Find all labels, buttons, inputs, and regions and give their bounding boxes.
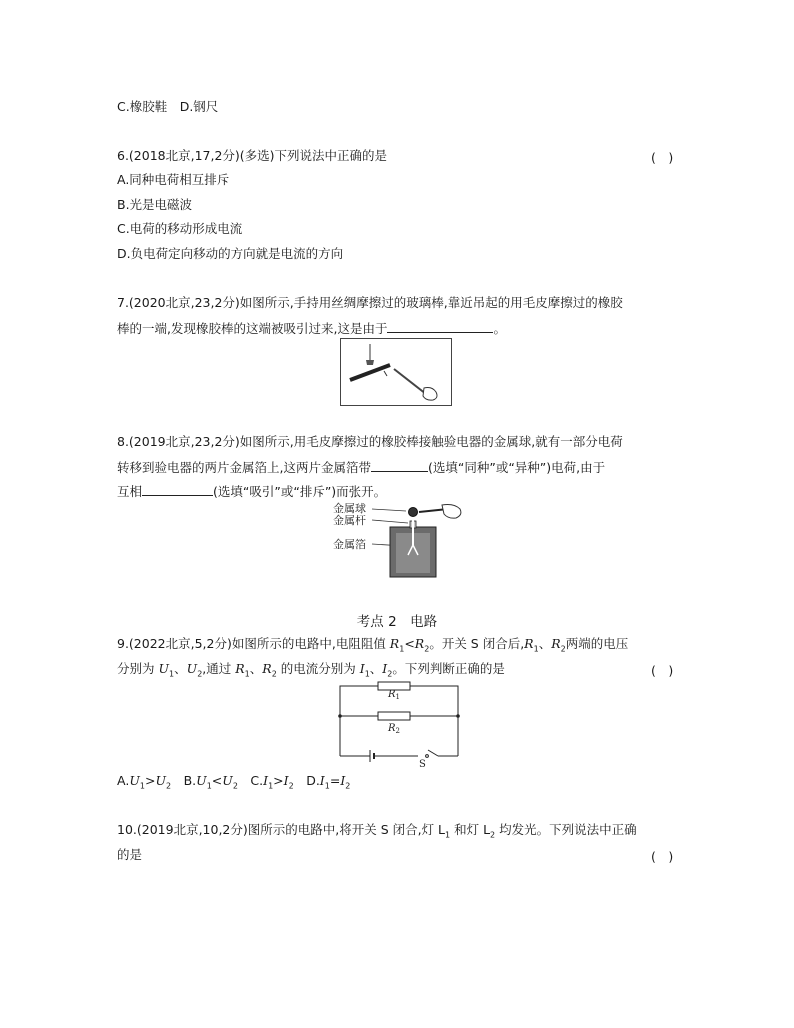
q9-wire-top-right — [410, 686, 458, 716]
q9-opt-a-op: > — [144, 773, 156, 788]
q8-blank-1[interactable] — [371, 459, 428, 472]
q8-line3b: (选填“吸引”或“排斥”)而张开。 — [213, 484, 387, 499]
q10-line1 — [117, 822, 637, 844]
q9-r2: R — [414, 636, 425, 651]
q9-i1: I — [359, 661, 365, 676]
q10-l1-sub: 1 — [445, 830, 451, 840]
q9-opt-c-s2: 2 — [288, 781, 294, 791]
q9-opt-a-s: 1 — [139, 781, 145, 791]
q7-holder — [366, 360, 374, 365]
q5-options: C.橡胶鞋 D.钢尺 — [117, 99, 219, 114]
q9-opt-b-v2: U — [222, 773, 233, 788]
q9-lt: < — [404, 636, 415, 651]
q9-fig-r2-letter: R — [388, 723, 396, 734]
q10-line1c: 均发光。下列说法中正确 — [495, 822, 637, 837]
q9-opt-b-s: 1 — [206, 781, 212, 791]
q9-line2d: 。下列判断正确的是 — [392, 661, 505, 676]
q6-option-d: D.负电荷定向移动的方向就是电流的方向 — [117, 246, 344, 261]
q8-line1: 8.(2019北京,23,2分)如图所示,用毛皮摩擦过的橡胶棒接触验电器的金属球,就有一部分电荷 — [117, 434, 623, 449]
q7-line1: 7.(2020北京,23,2分)如图所示,手持用丝绸摩擦过的玻璃棒,靠近吊起的用毛皮摩擦过的橡胶 — [117, 295, 623, 310]
q7-rubber-rod — [350, 365, 390, 380]
q8-line2a: 转移到验电器的两片金属箔上,这两片金属箔带 — [117, 460, 371, 475]
q9-u2-sub: 2 — [197, 669, 203, 679]
q9-i1-sub: 1 — [364, 669, 370, 679]
q10-line2: 的是 — [117, 847, 143, 862]
q8-line3 — [117, 483, 386, 500]
q9-opt-c-v: I — [263, 773, 269, 788]
q9-i2-sub: 2 — [387, 669, 393, 679]
q9-opt-d-op: = — [329, 773, 341, 788]
q8-label-rod: 金属杆 — [333, 514, 366, 527]
q6-option-c: C.电荷的移动形成电流 — [117, 221, 243, 236]
q9-fig-r1-letter: R — [388, 689, 396, 700]
q6-answer-paren: ( ) — [651, 150, 674, 165]
q9-u2: U — [186, 661, 198, 676]
q7-line2 — [117, 320, 506, 337]
q8-line2 — [117, 459, 605, 476]
q8-line3a: 互相 — [117, 484, 143, 499]
q8-metal-ball — [409, 508, 418, 517]
q9-r1c-sub: 1 — [244, 669, 250, 679]
q9-opt-a-s2: 2 — [165, 781, 172, 791]
q9-r1b-sub: 1 — [533, 644, 539, 654]
q7-arrow — [384, 371, 387, 376]
q10-line1b: 和灯 L — [450, 822, 491, 837]
q7-answer-blank[interactable] — [387, 320, 493, 333]
q9-fig-switch-label: S — [419, 759, 426, 770]
q9-opt-c-v2: I — [283, 773, 289, 788]
q9-wire-top-left — [340, 686, 378, 716]
q8-leader-ball — [372, 509, 406, 511]
q9-answer-paren: ( ) — [651, 663, 674, 678]
q9-u1-sub: 1 — [169, 669, 175, 679]
q9-opt-b-v: U — [196, 773, 207, 788]
q9-opt-a-v: U — [129, 773, 140, 788]
q9-opt-d-v2: I — [340, 773, 346, 788]
q9-resistor-r2 — [378, 712, 410, 720]
q8-electroscope-figure — [330, 501, 466, 581]
q9-r1: R — [389, 636, 400, 651]
q9-switch-contact — [426, 755, 429, 758]
q9-line1c: 两端的电压 — [565, 636, 629, 651]
q8-leader-rod — [372, 520, 408, 523]
q9-opt-d-s: 1 — [324, 781, 330, 791]
q9-opt-d-s2: 2 — [345, 781, 351, 791]
q7-figure — [340, 338, 452, 406]
section-heading: 考点 2 电路 — [356, 614, 438, 630]
q9-r1-sub: 1 — [399, 644, 405, 654]
q9-u1: U — [158, 661, 170, 676]
q9-opt-a-v2: U — [155, 773, 166, 788]
q9-opt-c-s: 1 — [268, 781, 274, 791]
q9-line1 — [117, 636, 628, 658]
q9-r1c: R — [235, 661, 245, 676]
q9-sep1: 、 — [538, 636, 552, 651]
q7-glass-rod — [394, 369, 426, 394]
q9-sep2: 、 — [174, 661, 187, 676]
q8-blank-2[interactable] — [142, 483, 213, 496]
q6-option-b: B.光是电磁波 — [117, 197, 193, 212]
q6-stem: 6.(2018北京,17,2分)(多选)下列说法中正确的是 — [117, 148, 388, 163]
q9-sep3: 、 — [249, 661, 263, 676]
q9-line2a: 分别为 — [117, 661, 159, 676]
q9-opt-d-letter: D. — [293, 773, 320, 788]
q9-junction-left — [338, 714, 342, 718]
q10-answer-paren: ( ) — [651, 849, 674, 864]
q9-line2c: 的电流分别为 — [276, 661, 360, 676]
q9-opt-a-letter: A. — [117, 773, 130, 788]
q8-line2b: (选填“同种”或“异种”)电荷,由于 — [427, 460, 606, 475]
q9-fig-r1-sub: 1 — [395, 693, 400, 701]
q6-option-a: A.同种电荷相互排斥 — [117, 172, 230, 187]
q9-junction-right — [456, 714, 460, 718]
q9-line1a: 9.(2022北京,5,2分)如图所示的电路中,电阻阻值 — [117, 636, 390, 651]
q8-label-foil: 金属箔 — [333, 538, 366, 551]
q9-r2c-sub: 2 — [271, 669, 277, 679]
q8-label-ball: 金属球 — [333, 502, 366, 515]
q9-opt-c-op: > — [273, 773, 284, 788]
q8-hand — [442, 505, 461, 519]
q9-opt-b-letter: B. — [171, 773, 197, 788]
q9-r2b: R — [551, 636, 561, 651]
q7-line2-text: 棒的一端,发现橡胶棒的这端被吸引过来,这是由于 — [117, 321, 388, 336]
q9-line2b: ,通过 — [202, 661, 236, 676]
q9-options — [117, 773, 350, 795]
q10-l2-sub: 2 — [490, 830, 496, 840]
q9-opt-b-op: < — [211, 773, 223, 788]
q9-r2c: R — [262, 661, 272, 676]
q9-r1b: R — [524, 636, 534, 651]
q9-opt-d-v: I — [319, 773, 325, 788]
q9-circuit-figure — [330, 678, 464, 770]
q9-switch-blade — [428, 750, 438, 756]
q9-fig-r2-label — [387, 723, 400, 735]
q9-fig-r1-label — [387, 689, 400, 701]
q9-fig-r2-sub: 2 — [395, 727, 400, 735]
q9-opt-c-letter: C. — [237, 773, 264, 788]
q9-sep4: 、 — [369, 661, 383, 676]
q9-i2: I — [382, 661, 388, 676]
q9-r2-sub: 2 — [424, 644, 430, 654]
q10-line1a: 10.(2019北京,10,2分)图所示的电路中,将开关 S 闭合,灯 L — [117, 822, 446, 837]
q9-line1b: 。开关 S 闭合后, — [429, 636, 525, 651]
q9-r2b-sub: 2 — [560, 644, 566, 654]
q7-hand — [423, 388, 437, 401]
q7-period: 。 — [493, 321, 506, 336]
q9-opt-b-s2: 2 — [232, 781, 238, 791]
